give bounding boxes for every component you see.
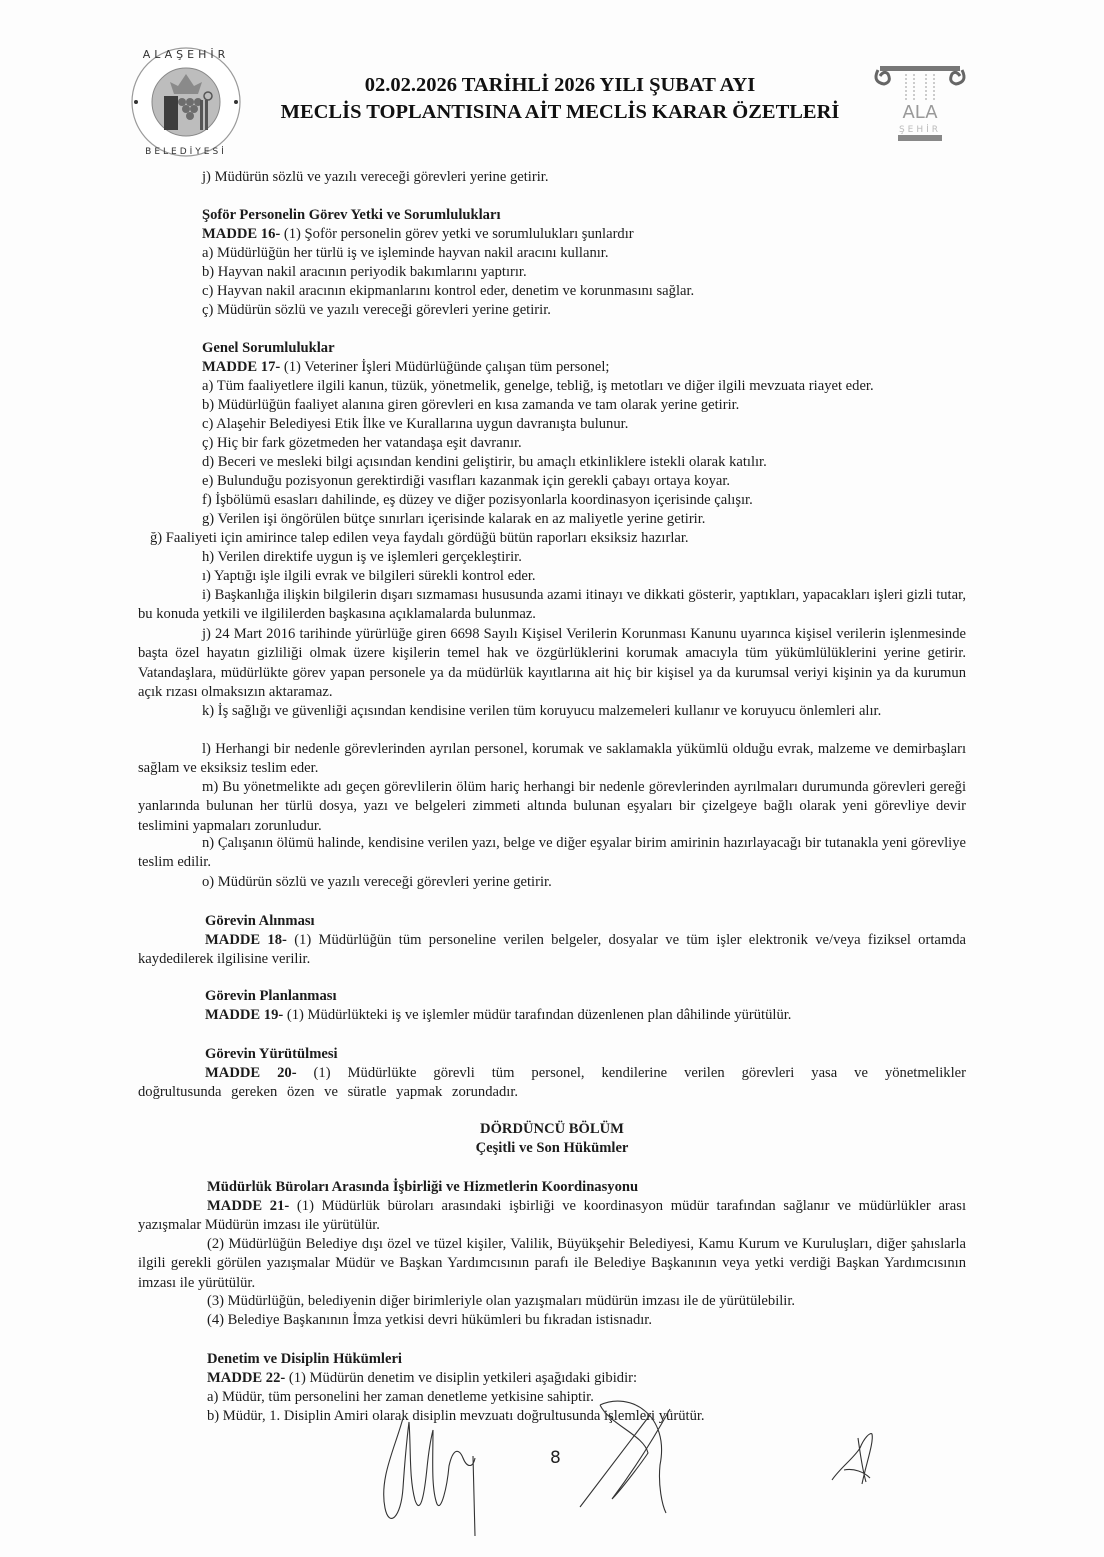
svg-text:ALAŞEHİR: ALAŞEHİR [142,48,230,61]
madde-17-item-g: g) Verilen işi öngörülen bütçe sınırları içerisinde kalarak en az maliyetle yerine getirir. [202,511,706,527]
madde-17-item-n: n) Çalışanın ölümü halinde, kendisine verilen yazı, belge ve diğer eşyalar birim amirinin hazırlayacağı bir tutanakla yeni görevliye teslim edilir. [138,835,966,871]
section-subtitle: Çeşitli ve Son Hükümler [475,1140,629,1156]
madde-17-label: MADDE 17- [202,359,281,375]
madde-16-item-a: a) Müdürlüğün her türlü iş ve işleminde hayvan nakil aracını kullanır. [202,245,609,261]
signature-3 [830,1428,880,1488]
madde-18-paragraph [138,931,966,970]
madde-17-item-a: a) Tüm faaliyetlere ilgili kanun, tüzük, yönetmelik, genelge, tebliğ, iş metotları ve diğer ilgili mevzuata riayet eder. [202,378,874,394]
madde-19-heading: Görevin Planlanması [205,988,337,1004]
madde-22-item-b: b) Müdür, 1. Disiplin Amiri olarak disiplin mevzuatı doğrultusunda işlemleri yürütür. [207,1408,705,1424]
madde-17-item-c-cedilla: ç) Hiç bir fark gözetmeden her vatandaşa eşit davranır. [202,435,522,451]
madde-18-heading: Görevin Alınması [205,913,315,929]
item-j-top: j) Müdürün sözlü ve yazılı vereceği görevleri yerine getirir. [202,169,549,185]
madde-16-intro [202,225,634,244]
madde-20-text: (1) Müdürlükte görevli tüm personel, kendilerine verilen görevleri yasa ve yönetmelikler doğrultusunda gereken özen ve süratle yapmak zorundadır. [138,1065,966,1101]
madde-22-label: MADDE 22- [207,1370,286,1386]
madde-21-paragraph-2: (2) Müdürlüğün Belediye dışı özel ve tüzel kişiler, Valilik, Büyükşehir Belediyesi, Kamu Kurum ve Kuruluşları, diğer şahıslarla ilgili gerekli görülen yazışmalar Müdür ve Başkan Yardımcısının parafı ile Belediye Başkanının veya yetki verdiği Başkan Yardımcısının imzası ile yürütülür. [138,1236,966,1291]
madde-21-paragraph-1 [138,1197,966,1236]
madde-17-item-d: d) Beceri ve mesleki bilgi açısından kendini geliştirir, bu amaçlı etkinliklere istekli olarak katılır. [202,454,767,470]
svg-text:ALA: ALA [902,102,938,123]
svg-text:BELEDİYESİ: BELEDİYESİ [145,147,227,157]
madde-16-item-c-cedilla: ç) Müdürün sözlü ve yazılı vereceği görevleri yerine getirir. [202,302,551,318]
madde-17-item-c: c) Alaşehir Belediyesi Etik İlke ve Kurallarına uygun davranışta bulunur. [202,416,629,432]
madde-17-item-b: b) Müdürlüğün faaliyet alanına giren görevleri en kısa zamanda ve tam olarak yerine getirir. [202,397,740,413]
svg-text:ŞEHİR: ŞEHİR [898,125,942,135]
madde-16-intro-text: (1) Şoför personelin görev yetki ve sorumlulukları şunlardır [280,226,634,242]
madde-18-label: MADDE 18- [205,932,287,948]
madde-17-item-k: k) İş sağlığı ve güvenliği açısından kendisine verilen tüm koruyucu malzemeleri kullanır ve koruyucu önlemleri alır. [202,703,882,719]
madde-20-heading: Görevin Yürütülmesi [205,1046,338,1062]
madde-22-intro-text: (1) Müdürün denetim ve disiplin yetkileri aşağıdaki gibidir: [285,1370,638,1386]
madde-22-intro [207,1369,637,1388]
madde-16-item-b: b) Hayvan nakil aracının periyodik bakımlarını yaptırır. [202,264,527,280]
madde-17-item-m: m) Bu yönetmelikte adı geçen görevlilerin ölüm hariç herhangi bir nedenle görevlerinden ayrılmaları durumunda görevleri gereği yanlarında bulunan her türlü dosya, yazı ve belgeleri zimmeti altında bulunan eşyaları bir çizelgeye bağlı olarak yeni görevliye devir teslimini yapmaları zorunludur. [138,779,966,834]
header-title-line-1: 02.02.2026 TARİHLİ 2026 YILI ŞUBAT AYI [364,74,756,96]
madde-17-item-e: e) Bulunduğu pozisyonun gerektirdiği vasıfları kazanmak için gerekli çabayı ortaya koyar. [202,473,731,489]
madde-16-label: MADDE 16- [202,226,281,242]
madde-16-heading: Şoför Personelin Görev Yetki ve Sorumlulukları [202,207,501,223]
madde-17-item-h: h) Verilen direktife uygun iş ve işlemleri gerçekleştirir. [202,549,522,565]
madde-17-intro [202,358,609,377]
madde-21-text-1: (1) Müdürlük büroları arasındaki işbirliği ve koordinasyon müdür tarafından sağlanır ve müdürlükler arası yazışmalar Müdürün imzası ile yürütülür. [138,1198,966,1234]
document-header-title [260,72,860,126]
madde-17-item-l: l) Herhangi bir nedenle görevlerinden ayrılan personel, korumak ve saklamakla yükümlü olduğu evrak, malzeme ve demirbaşları sağlam ve eksiksiz teslim eder. [138,741,966,777]
madde-20-paragraph [138,1064,966,1103]
madde-17-item-g-breve: ğ) Faaliyeti için amirince talep edilen veya faydalı gördüğü bütün raporları eksiksiz hazırlar. [150,530,689,546]
madde-17-intro-text: (1) Veteriner İşleri Müdürlüğünde çalışan tüm personel; [280,359,610,375]
madde-17-item-j: j) 24 Mart 2016 tarihinde yürürlüğe giren 6698 Sayılı Kişisel Verilerin Korunması Kanunu uyarınca kişisel verilerin işlenmesinde başta özel hayatın gizliliği olmak üzere kişilerin temel hak ve özgürlüklerini korumak amacıyla tüm yükümlülüklerini yerine getirir. Vatandaşlara, müdürlükte görev yapan personele ya da müdürlük kayıtlarına ait hiç bir kişisel ya da kurumsal veriyi kişinin ya da kurumun açık rızası olmaksızın aktaramaz. [138,626,966,700]
madde-20-label: MADDE 20- [205,1065,297,1081]
madde-21-heading: Müdürlük Büroları Arasında İşbirliği ve Hizmetlerin Koordinasyonu [207,1179,639,1195]
madde-18-text: (1) Müdürlüğün tüm personeline verilen belgeler, dosyalar ve tüm işler elektronik ve/veya fiziksel ortamda kaydedilerek ilgilisine verilir. [138,932,967,968]
madde-16-item-c: c) Hayvan nakil aracının ekipmanlarını kontrol eder, denetim ve korunmasını sağlar. [202,283,695,299]
signature-1 [375,1408,485,1538]
madde-19-text: (1) Müdürlükteki iş ve işlemler müdür tarafından düzenlenen plan dâhilinde yürütülür. [283,1007,792,1023]
madde-21-paragraph-3: (3) Müdürlüğün, belediyenin diğer birimleriyle olan yazışmaları müdürün imzası ile de yürütülebilir. [207,1293,796,1309]
madde-17-item-f: f) İşbölümü esasları dahilinde, eş düzey ve diğer pozisyonlarla koordinasyon içerisinde çalışır. [202,492,753,508]
header-title-line-2: MECLİS TOPLANTISINA AİT MECLİS KARAR ÖZETLERİ [280,101,840,123]
signature-2 [570,1395,690,1515]
page-number: 8 [550,1448,561,1468]
madde-19-paragraph [205,1006,791,1025]
ala-sehir-logo [870,60,970,145]
madde-17-heading: Genel Sorumluluklar [202,340,335,356]
madde-17-item-i: i) Başkanlığa ilişkin bilgilerin dışarı sızmaması hususunda azami itinayı ve dikkati gösterir, yaptıkları, yapacakları işleri gizli tutar, bu konuda yetkili ve ilgililerden başkasına açıklamalarda bulunmaz. [138,587,966,623]
madde-22-heading: Denetim ve Disiplin Hükümleri [207,1351,402,1367]
madde-22-item-a: a) Müdür, tüm personelini her zaman denetleme yetkisine sahiptir. [207,1389,594,1405]
madde-21-paragraph-4: (4) Belediye Başkanının İmza yetkisi devri hükümleri bu fıkradan istisnadır. [207,1312,653,1328]
madde-17-item-i-dotless: ı) Yaptığı işle ilgili evrak ve bilgileri sürekli kontrol eder. [202,568,536,584]
section-title: DÖRDÜNCÜ BÖLÜM [480,1121,624,1137]
madde-17-item-o: o) Müdürün sözlü ve yazılı vereceği görevleri yerine getirir. [202,874,552,890]
alasehir-municipality-logo [128,42,244,162]
madde-19-label: MADDE 19- [205,1007,284,1023]
madde-21-label: MADDE 21- [207,1198,290,1214]
